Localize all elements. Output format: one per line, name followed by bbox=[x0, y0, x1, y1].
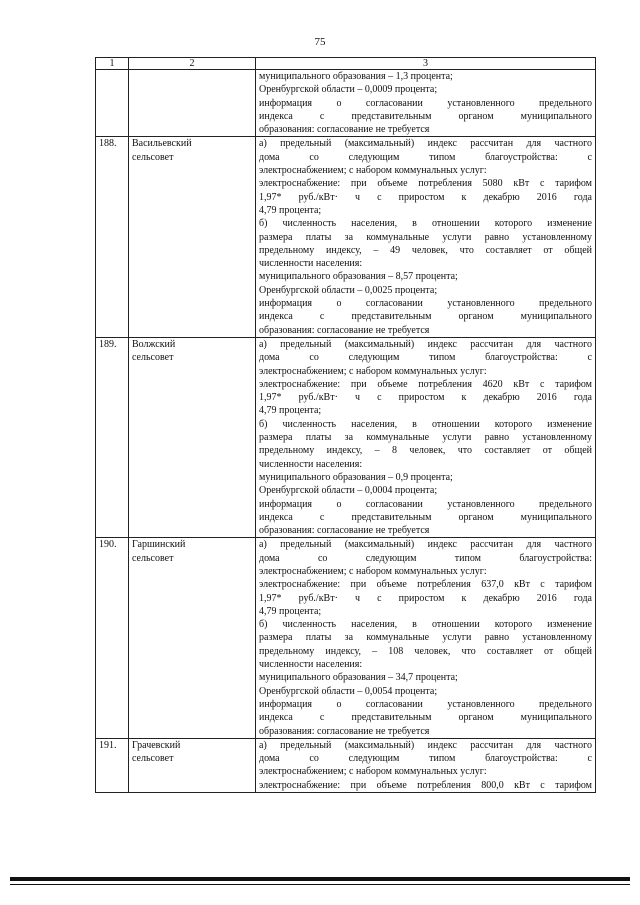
text-line: 4,79 процента; bbox=[259, 405, 322, 417]
table-row bbox=[96, 538, 596, 738]
text-line: Оренбургской области – 0,0009 процента; bbox=[259, 84, 438, 96]
index-description bbox=[256, 738, 596, 792]
row-number: 188. bbox=[96, 137, 129, 337]
text-line: электроснабжение: при объеме потребления 800,0 кВт с тарифом bbox=[259, 779, 592, 791]
text-line: электроснабжением; с набором коммунальных услуг: bbox=[259, 565, 487, 577]
text-line: численности населения: bbox=[259, 258, 363, 270]
text-line: электроснабжением; с набором коммунальных услуг: bbox=[259, 165, 487, 177]
municipality-name bbox=[129, 137, 256, 337]
text-line: Оренбургской области – 0,0025 процента; bbox=[259, 284, 438, 296]
text-line: 4,79 процента; bbox=[259, 204, 322, 216]
text-line: размера платы за коммунальные услуги равно установленному bbox=[259, 432, 592, 444]
index-description bbox=[256, 137, 596, 337]
municipality-name-line: сельсовет bbox=[132, 552, 174, 564]
municipality-name-line: Гаршинский bbox=[132, 539, 186, 551]
text-line: дома со следующим типом благоустройства: с bbox=[259, 352, 592, 364]
text-line: Оренбургской области – 0,0054 процента; bbox=[259, 685, 438, 697]
document-table bbox=[95, 57, 596, 793]
text-line: муниципального образования – 0,9 процента; bbox=[259, 471, 453, 483]
text-line: электроснабжением; с набором коммунальных услуг: bbox=[259, 766, 487, 778]
continuation-row bbox=[96, 70, 596, 137]
text-line: 1,97* руб./кВт· ч с приростом к декабрю 2016 года bbox=[259, 191, 592, 203]
text-line: б) численность населения, в отношении которого изменение bbox=[259, 418, 592, 430]
municipality-name bbox=[129, 337, 256, 537]
text-line: образования: согласование не требуется bbox=[259, 725, 430, 737]
index-description bbox=[256, 538, 596, 738]
continuation-desc-cell bbox=[256, 70, 596, 137]
text-line: численности населения: bbox=[259, 458, 363, 470]
table-header-row bbox=[96, 58, 596, 70]
row-number: 189. bbox=[96, 337, 129, 537]
municipality-name bbox=[129, 538, 256, 738]
text-line: электроснабжение: при объеме потребления 637,0 кВт с тарифом bbox=[259, 579, 592, 591]
text-line: информация о согласовании установленного предельного bbox=[259, 298, 592, 310]
municipality-name-line: Васильевский bbox=[132, 138, 192, 150]
table-row bbox=[96, 137, 596, 337]
index-description bbox=[256, 337, 596, 537]
text-line: образования: согласование не требуется bbox=[259, 124, 430, 136]
continuation-num-cell bbox=[96, 70, 129, 137]
row-number: 190. bbox=[96, 538, 129, 738]
bottom-rule-thin bbox=[10, 884, 630, 885]
column-header-2: 2 bbox=[129, 58, 256, 70]
text-line: дома со следующим типом благоустройства: с bbox=[259, 151, 592, 163]
municipality-name-line: сельсовет bbox=[132, 352, 174, 364]
text-line: муниципального образования – 8,57 процента; bbox=[259, 271, 458, 283]
page-number: 75 bbox=[314, 36, 326, 48]
row-number: 191. bbox=[96, 738, 129, 792]
text-line: индекса с представительным органом муниципального bbox=[259, 511, 592, 523]
text-line: численности населения: bbox=[259, 659, 363, 671]
text-line: размера платы за коммунальные услуги равно установленному bbox=[259, 231, 592, 243]
text-line: Оренбургской области – 0,0004 процента; bbox=[259, 485, 438, 497]
text-line: б) численность населения, в отношении которого изменение bbox=[259, 218, 592, 230]
text-line: образования: согласование не требуется bbox=[259, 525, 430, 537]
text-line: муниципального образования – 1,3 процента; bbox=[259, 71, 453, 82]
text-line: электроснабжение: при объеме потребления 5080 кВт с тарифом bbox=[259, 178, 592, 190]
text-line: дома со следующим типом благоустройства: с bbox=[259, 753, 592, 765]
text-line: электроснабжение: при объеме потребления 4620 кВт с тарифом bbox=[259, 378, 592, 390]
text-line: индекса с представительным органом муниципального bbox=[259, 110, 592, 122]
text-line: а) предельный (максимальный) индекс рассчитан для частного bbox=[259, 138, 592, 150]
text-line: индекса с представительным органом муниципального bbox=[259, 712, 592, 724]
text-line: 1,97* руб./кВт· ч с приростом к декабрю 2016 года bbox=[259, 392, 592, 404]
table-row bbox=[96, 738, 596, 792]
text-line: предельному индексу, – 108 человек, что составляет от общей bbox=[259, 645, 592, 657]
text-line: информация о согласовании установленного предельного bbox=[259, 498, 592, 510]
text-line: а) предельный (максимальный) индекс рассчитан для частного bbox=[259, 739, 592, 751]
continuation-name-cell bbox=[129, 70, 256, 137]
text-line: образования: согласование не требуется bbox=[259, 324, 430, 336]
text-line: дома со следующим типом благоустройства: bbox=[259, 552, 592, 564]
text-line: информация о согласовании установленного предельного bbox=[259, 97, 592, 109]
municipality-name bbox=[129, 738, 256, 792]
text-line: а) предельный (максимальный) индекс рассчитан для частного bbox=[259, 539, 592, 551]
text-line: б) численность населения, в отношении которого изменение bbox=[259, 619, 592, 631]
column-header-3: 3 bbox=[256, 58, 596, 70]
text-line: размера платы за коммунальные услуги равно установленному bbox=[259, 632, 592, 644]
column-header-1: 1 bbox=[96, 58, 129, 70]
text-line: электроснабжением; с набором коммунальных услуг: bbox=[259, 365, 487, 377]
municipality-name-line: Грачевский bbox=[132, 739, 181, 751]
table-row bbox=[96, 337, 596, 537]
text-line: индекса с представительным органом муниципального bbox=[259, 311, 592, 323]
text-line: предельному индексу, – 49 человек, что составляет от общей bbox=[259, 244, 592, 256]
bottom-rule bbox=[10, 877, 630, 881]
text-line: предельному индексу, – 8 человек, что составляет от общей bbox=[259, 445, 592, 457]
municipality-name-line: сельсовет bbox=[132, 753, 174, 765]
text-line: 1,97* руб./кВт· ч с приростом к декабрю 2016 года bbox=[259, 592, 592, 604]
text-line: а) предельный (максимальный) индекс рассчитан для частного bbox=[259, 338, 592, 350]
municipality-name-line: Волжский bbox=[132, 338, 176, 350]
text-line: информация о согласовании установленного предельного bbox=[259, 698, 592, 710]
text-line: 4,79 процента; bbox=[259, 605, 322, 617]
text-line: муниципального образования – 34,7 процента; bbox=[259, 672, 458, 684]
municipality-name-line: сельсовет bbox=[132, 151, 174, 163]
